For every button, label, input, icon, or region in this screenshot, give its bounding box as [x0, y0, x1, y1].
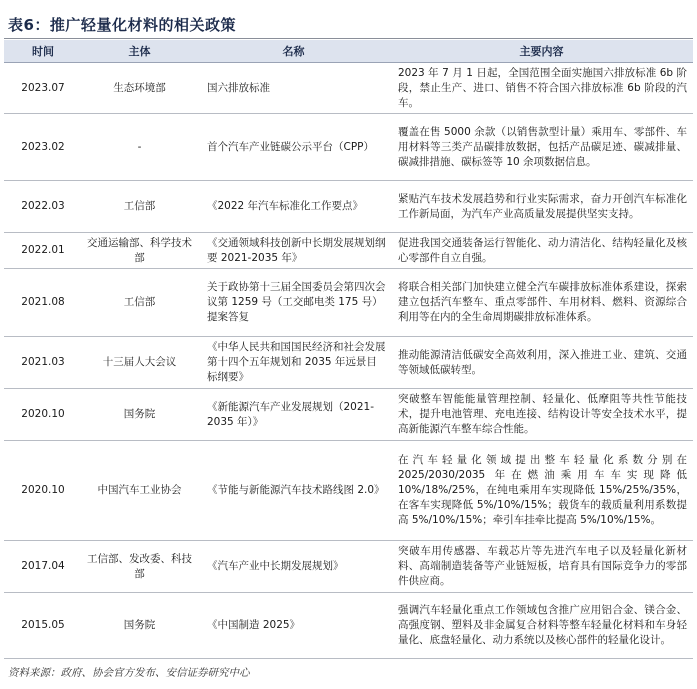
cell-body: 国务院 [82, 389, 197, 441]
cell-name: 《新能源汽车产业发展规划（2021-2035 年）》 [197, 389, 390, 441]
cell-content: 推动能源清洁低碳安全高效利用，深入推进工业、建筑、交通等领域低碳转型。 [390, 337, 693, 389]
cell-content: 突破整车智能能量管理控制、轻量化、低摩阻等共性节能技术，提升电池管理、充电连接、结构设计等安全技术水平，提高新能源汽车整车综合性能。 [390, 389, 693, 441]
cell-time: 2022.01 [4, 233, 82, 269]
table-row [4, 233, 693, 269]
cell-time: 2020.10 [4, 441, 82, 541]
header-name: 名称 [197, 40, 390, 63]
table-title: 表6：推广轻量化材料的相关政策 [8, 16, 236, 34]
header-time: 时间 [4, 40, 82, 63]
cell-time: 2023.02 [4, 114, 82, 181]
cell-body: 生态环境部 [82, 63, 197, 114]
table-row [4, 593, 693, 659]
cell-time: 2017.04 [4, 541, 82, 593]
table-row [4, 337, 693, 389]
title-divider [4, 38, 693, 39]
cell-name: 《节能与新能源汽车技术路线图 2.0》 [197, 441, 390, 541]
cell-body: 工信部 [82, 269, 197, 337]
cell-name: 《交通领域科技创新中长期发展规划纲要 2021-2035 年》 [197, 233, 390, 269]
cell-body: - [82, 114, 197, 181]
cell-name: 国六排放标准 [197, 63, 390, 114]
table-header-row [4, 40, 693, 63]
cell-time: 2021.03 [4, 337, 82, 389]
cell-name: 《中国制造 2025》 [197, 593, 390, 659]
cell-time: 2022.03 [4, 181, 82, 233]
cell-name: 首个汽车产业链碳公示平台（CPP） [197, 114, 390, 181]
cell-content: 在汽车轻量化领域提出整车轻量化系数分别在 2025/2030/2035 年在燃油乘用车车实现降低 10%/18%/25%，在纯电乘用车实现降低 15%/25%/35%，在客车实现降低 5%/10%/15%；载货车的载质量利用系数提高 5%/10%/15%；牵引车挂牵比提高 5%/10%/15%。 [390, 441, 693, 541]
cell-body: 工信部、发改委、科技部 [82, 541, 197, 593]
cell-body: 十三届人大会议 [82, 337, 197, 389]
cell-content: 2023 年 7 月 1 日起，全国范围全面实施国六排放标准 6b 阶段，禁止生产、进口、销售不符合国六排放标准 6b 阶段的汽车。 [390, 63, 693, 114]
cell-body: 国务院 [82, 593, 197, 659]
cell-content: 突破车用传感器、车载芯片等先进汽车电子以及轻量化新材料、高端制造装备等产业链短板，培育具有国际竞争力的零部件供应商。 [390, 541, 693, 593]
cell-time: 2023.07 [4, 63, 82, 114]
table-row [4, 181, 693, 233]
cell-content: 强调汽车轻量化重点工作领域包含推广应用铝合金、镁合金、高强度钢、塑料及非金属复合材料等整车轻量化材料和车身轻量化、底盘轻量化、动力系统以及核心部件的轻量化设计。 [390, 593, 693, 659]
cell-body: 交通运输部、科学技术部 [82, 233, 197, 269]
cell-content: 将联合相关部门加快建立健全汽车碳排放标准体系建设，探索建立包括汽车整车、重点零部件、车用材料、燃料、资源综合利用等在内的全生命周期碳排放标准体系。 [390, 269, 693, 337]
cell-body: 工信部 [82, 181, 197, 233]
cell-time: 2021.08 [4, 269, 82, 337]
header-content: 主要内容 [390, 40, 693, 63]
table-row [4, 389, 693, 441]
cell-content: 促进我国交通装备运行智能化、动力清洁化、结构轻量化及核心零部件自立自强。 [390, 233, 693, 269]
header-body: 主体 [82, 40, 197, 63]
table-row [4, 269, 693, 337]
cell-name: 《汽车产业中长期发展规划》 [197, 541, 390, 593]
table-row [4, 114, 693, 181]
cell-name: 《2022 年汽车标准化工作要点》 [197, 181, 390, 233]
table-row [4, 441, 693, 541]
cell-name: 《中华人民共和国国民经济和社会发展第十四个五年规划和 2035 年远景目标纲要》 [197, 337, 390, 389]
table-row [4, 63, 693, 114]
cell-body: 中国汽车工业协会 [82, 441, 197, 541]
table-row [4, 541, 693, 593]
cell-time: 2015.05 [4, 593, 82, 659]
policy-table [4, 40, 693, 659]
cell-name: 关于政协第十三届全国委员会第四次会议第 1259 号（工交邮电类 175 号）提案答复 [197, 269, 390, 337]
cell-time: 2020.10 [4, 389, 82, 441]
cell-content: 紧贴汽车技术发展趋势和行业实际需求，奋力开创汽车标准化工作新局面，为汽车产业高质量发展提供坚实支持。 [390, 181, 693, 233]
source-note: 资料来源：政府、协会官方发布、安信证券研究中心 [8, 667, 250, 679]
cell-content: 覆盖在售 5000 余款（以销售款型计量）乘用车、零部件、车用材料等三类产品碳排放数据，包括产品碳足迹、碳减排量、碳减排措施、碳标签等 10 余项数据信息。 [390, 114, 693, 181]
